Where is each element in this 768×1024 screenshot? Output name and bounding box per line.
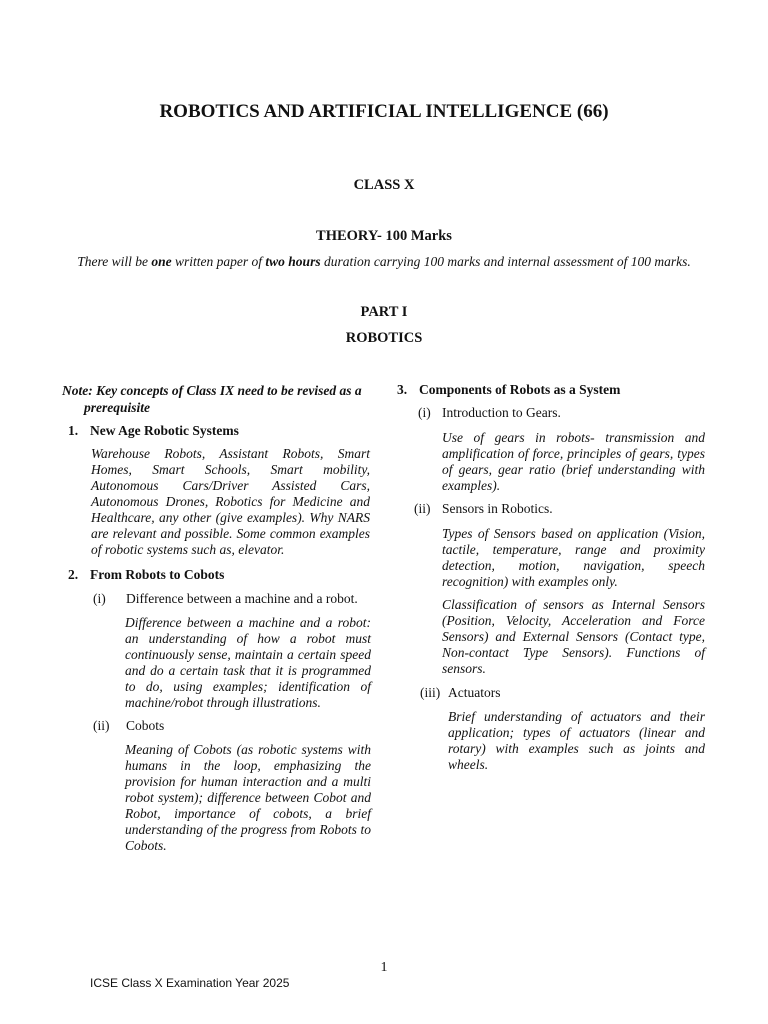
- section-number: 1.: [68, 423, 79, 438]
- subsection-2-ii-text: Meaning of Cobots (as robotic systems with humans in the loop, emphasizing the provision for human interaction and a multi robot system); difference between Cobot and Robot, importance of cobots, a brief understanding of the progress from Robots to Cobots.: [125, 742, 371, 853]
- section-1-heading: [68, 423, 239, 439]
- subsection-3-iii-heading: [420, 685, 500, 701]
- subsection-2-i-heading: [93, 591, 358, 607]
- subsection-title: Cobots: [126, 718, 165, 733]
- subsection-number: (ii): [414, 501, 431, 516]
- subsection-3-iii-text: Brief understanding of actuators and their application; types of actuators (linear and rotary) with examples such as joints and wheels.: [448, 709, 705, 772]
- subsection-3-ii-text-2: Classification of sensors as Internal Sensors (Position, Velocity, Acceleration and Force Sensors) and External Sensors (Contact type, Non-contact Type Sensors). Functions of sensors.: [442, 597, 705, 676]
- intro-paragraph: There will be one written paper of two hours duration carrying 100 marks and internal assessment of 100 marks.: [77, 254, 691, 269]
- section-1-text: Warehouse Robots, Assistant Robots, Smart Homes, Smart Schools, Smart mobility, Autonomous Cars/Driver Assisted Cars, Autonomous Drones, Robotics for Medicine and Healthcare, any other (give examples). Why NARS are relevant and possible. Some common examples of robotic systems such as, elevator.: [91, 446, 370, 557]
- subsection-3-i-text: Use of gears in robots- transmission and amplification of force, principles of gears, types of gears, gear ratio (brief understanding with examples).: [442, 430, 705, 493]
- subsection-number: (i): [93, 591, 106, 606]
- part-title: ROBOTICS: [345, 330, 423, 346]
- footer-text: ICSE Class X Examination Year 2025: [90, 976, 290, 990]
- subsection-3-ii-text-1: Types of Sensors based on application (Vision, tactile, temperature, range and proximity detection, motion, navigation, speech recognition) with examples only.: [442, 526, 705, 589]
- subsection-title: Sensors in Robotics.: [442, 501, 553, 516]
- section-title: Components of Robots as a System: [419, 382, 621, 397]
- section-title: New Age Robotic Systems: [90, 423, 239, 438]
- theory-heading: THEORY- 100 Marks: [316, 228, 452, 244]
- subsection-2-ii-heading: [93, 718, 164, 734]
- part-heading: PART I: [360, 304, 408, 320]
- subsection-number: (iii): [420, 685, 441, 700]
- subsection-number: (i): [418, 405, 431, 420]
- section-title: From Robots to Cobots: [90, 567, 225, 582]
- note-line-1: Note: Key concepts of Class IX need to be revised as a: [62, 383, 362, 398]
- section-3-heading: [397, 382, 620, 398]
- page-number: 1: [380, 960, 388, 975]
- prerequisite-note: [62, 382, 372, 416]
- subsection-title: Introduction to Gears.: [442, 405, 561, 420]
- subsection-3-i-heading: [418, 405, 561, 421]
- document-title: ROBOTICS AND ARTIFICIAL INTELLIGENCE (66): [159, 101, 609, 122]
- subsection-title: Difference between a machine and a robot.: [126, 591, 358, 606]
- section-number: 3.: [397, 382, 408, 397]
- class-heading: CLASS X: [353, 177, 415, 193]
- section-number: 2.: [68, 567, 79, 582]
- subsection-2-i-text: Difference between a machine and a robot: an understanding of how a robot must continuously sense, maintain a certain speed and do a certain task that it is programmed to do, using examples; identification of machine/robot through illustrations.: [125, 615, 371, 710]
- subsection-3-ii-heading: [414, 501, 553, 517]
- section-2-heading: [68, 567, 224, 583]
- subsection-number: (ii): [93, 718, 110, 733]
- subsection-title: Actuators: [448, 685, 501, 700]
- note-line-2: prerequisite: [84, 400, 150, 415]
